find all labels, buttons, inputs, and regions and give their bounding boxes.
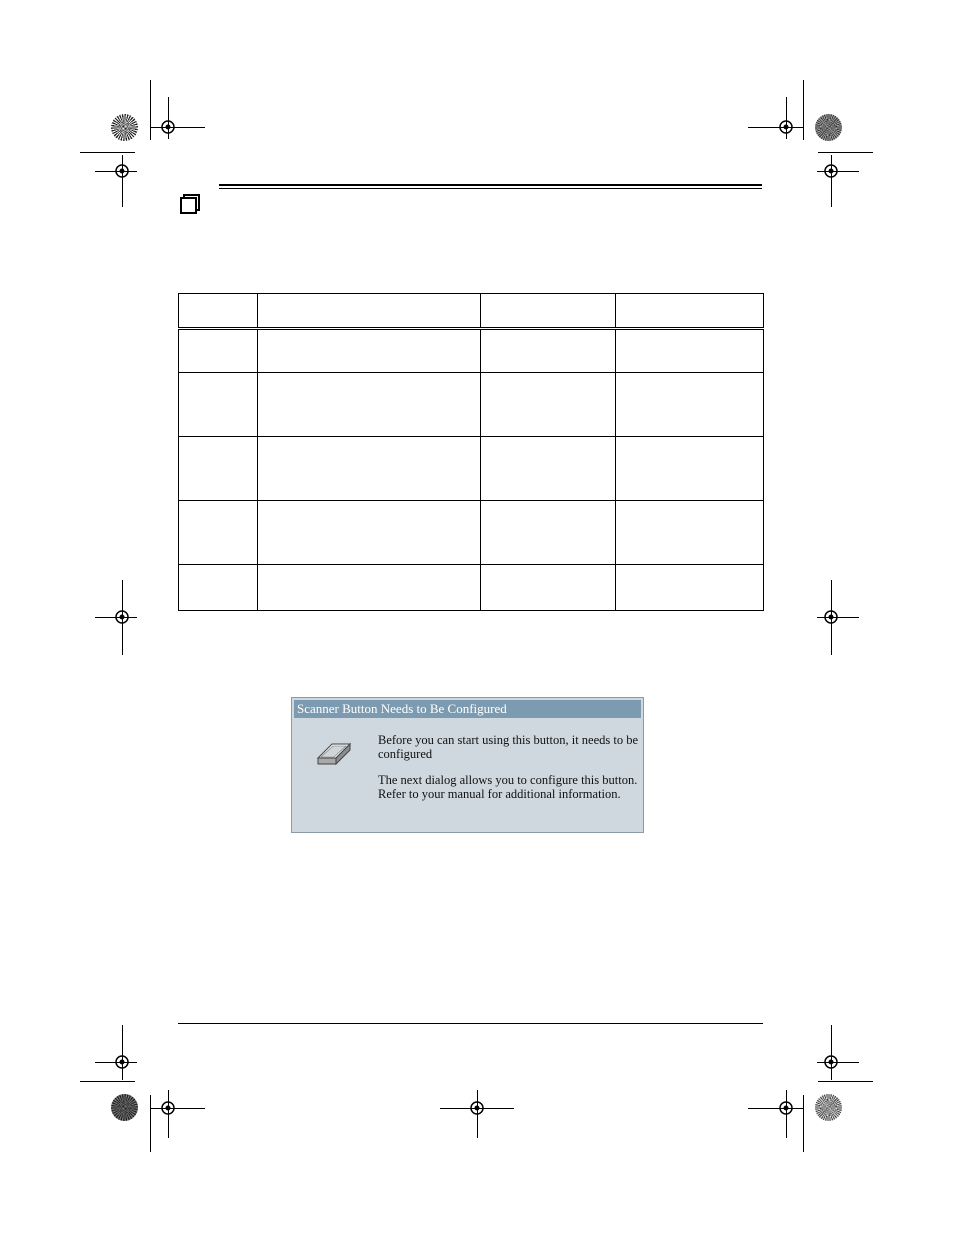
table-row: [179, 437, 764, 501]
dialog-message-secondary: The next dialog allows you to configure this button. Refer to your manual for additional information.: [378, 773, 638, 801]
table-cell: [258, 329, 481, 373]
dialog-message-primary: Before you can start using this button, it needs to be configured: [378, 733, 639, 761]
table-cell: [481, 373, 616, 437]
spec-table: [178, 293, 764, 611]
table-row: [179, 565, 764, 611]
table-cell: [481, 294, 616, 329]
scanner-icon: [314, 738, 352, 766]
table-cell: [258, 565, 481, 611]
color-target-icon: [111, 114, 138, 141]
table-cell: [258, 294, 481, 329]
table-row: [179, 501, 764, 565]
table-cell: [616, 294, 764, 329]
table-cell: [258, 373, 481, 437]
table-cell: [179, 294, 258, 329]
table-cell: [616, 501, 764, 565]
table-cell: [616, 565, 764, 611]
table-cell: [179, 437, 258, 501]
color-target-icon: [111, 1094, 138, 1121]
table-cell: [179, 373, 258, 437]
scanner-config-dialog: [291, 697, 644, 833]
table-cell: [179, 501, 258, 565]
table-cell: [258, 437, 481, 501]
table-cell: [616, 373, 764, 437]
dialog-title: Scanner Button Needs to Be Configured: [294, 700, 641, 718]
table-cell: [179, 565, 258, 611]
color-target-icon: [815, 1094, 842, 1121]
table-cell: [616, 437, 764, 501]
table-header-row: [179, 294, 764, 329]
note-box-icon: [180, 194, 200, 214]
footer-rule: [178, 1023, 763, 1024]
color-target-icon: [815, 114, 842, 141]
table-cell: [616, 329, 764, 373]
table-cell: [258, 501, 481, 565]
table-row: [179, 329, 764, 373]
header-rule: [219, 184, 762, 186]
table-row: [179, 373, 764, 437]
table-cell: [481, 565, 616, 611]
table-cell: [481, 329, 616, 373]
table-cell: [481, 501, 616, 565]
header-rule: [219, 188, 762, 189]
table-cell: [179, 329, 258, 373]
table-cell: [481, 437, 616, 501]
